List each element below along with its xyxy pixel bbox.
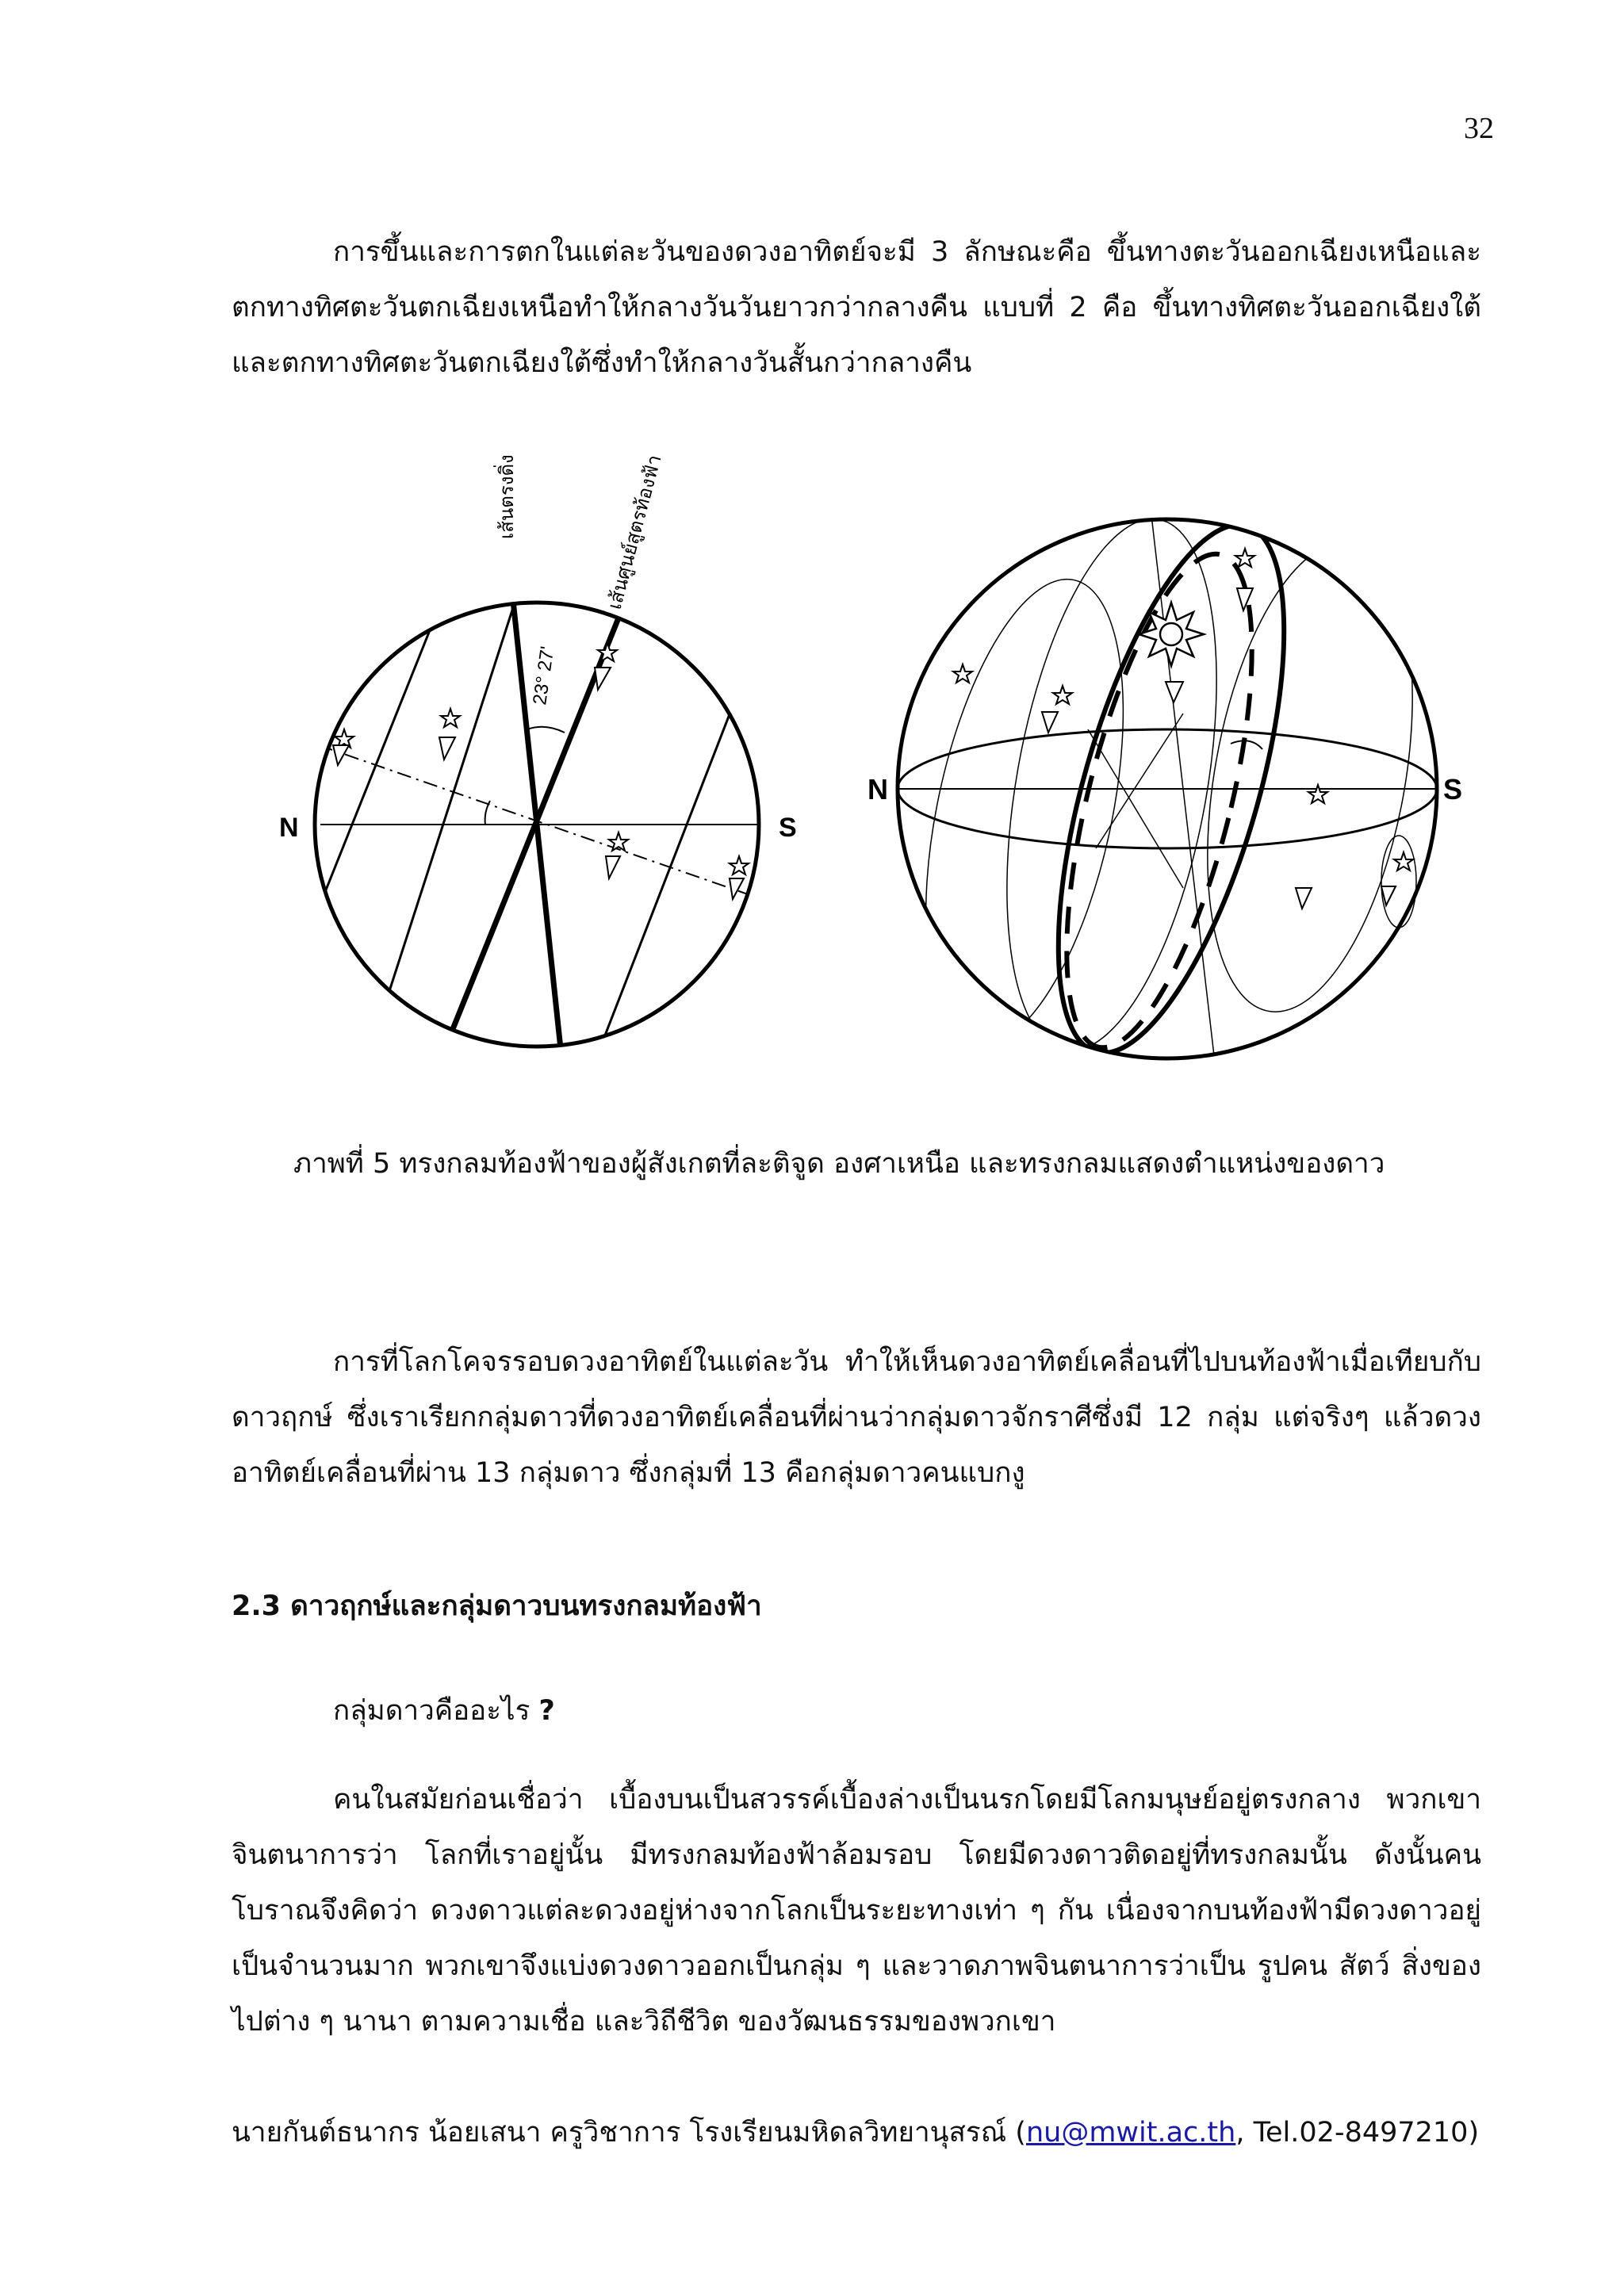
angle-label: 23° 27' [529,645,559,706]
arrow-down-icon [730,878,744,899]
left-diurnal-path-2 [366,571,525,1062]
footer-tel: , Tel.02-8497210) [1235,2117,1480,2149]
celestial-sphere-figure [232,412,1516,1070]
right-small-circle [1381,836,1416,928]
right-thin-circle-2 [971,503,1252,1066]
right-star-markers [953,549,1413,871]
page-number: 32 [1464,112,1494,145]
left-label-s: S [779,813,797,843]
star-icon [730,856,749,874]
right-inner-line-2 [1096,714,1183,848]
question-mark: ? [538,1695,555,1727]
star-icon [1235,549,1254,567]
vertical-line-label: เส้นตรงดิ่ง [496,454,518,539]
celestial-equator-label: เส้นศูนย์สูตรท้องฟ้า [603,452,666,612]
right-label-s: S [1443,773,1463,806]
arrow-down-icon [606,856,620,878]
arrow-down-icon [1296,888,1312,909]
footer [232,2110,1479,2154]
star-icon [953,664,972,683]
star-icon [441,709,460,727]
left-angle-arc-top [527,727,565,733]
paragraph-constellation: คนในสมัยก่อนเชื่อว่า เบื้องบนเป็นสวรรค์เบื้องล่างเป็นนรกโดยมีโลกมนุษย์อยู่ตรงกลาง พวกเขาจินตนาการว่า โลกที่เราอยู่นั้น มีทรงกลมท้องฟ้าล้อมรอบ โดยมีดวงดาวติดอยู่ที่ทรงกลมนั้น ดังนั้นคนโบราณจึงคิดว่า ดวงดาวแต่ละดวงอยู่ห่างจากโลกเป็นระยะทางเท่า ๆ กัน เนื่องจากบนท้องฟ้ามีดวงดาวอยู่เป็นจำนวนมาก พวกเขาจึงแบ่งดวงดาวออกเป็นกลุ่ม ๆ และวาดภาพจินตนาการว่าเป็น รูปคน สัตว์ สิ่งของ ไปต่าง ๆ นานา ตามความเชื่อ และวิถีชีวิต ของวัฒนธรรมของพวกเขา [232,1784,1481,2038]
right-thin-circle-3 [1175,526,1446,1028]
footer-author: นายกันต์ธนากร น้อยเสนา ครูวิชาการ โรงเรียนมหิดลวิทยานุสรณ์ ( [232,2117,1026,2149]
arrow-down-icon [439,737,455,760]
right-label-n: N [868,773,888,806]
star-icon [609,832,628,851]
right-sun-marker [1139,603,1204,666]
paragraph-zodiac: การที่โลกโคจรรอบดวงอาทิตย์ในแต่ละวัน ทำให้เห็นดวงอาทิตย์เคลื่อนที่ไปบนท้องฟ้าเมื่อเทียบกับดาวฤกษ์ ซึ่งเราเรียกกลุ่มดาวที่ดวงอาทิตย์เคลื่อนที่ผ่านว่ากลุ่มดาวจักราศีซึ่งมี 12 กลุ่ม แต่จริงๆ แล้วดวงอาทิตย์เคลื่อนที่ผ่าน 13 กลุ่มดาว ซึ่งกลุ่มที่ 13 คือกลุ่มดาวคนแบกงู [232,1346,1481,1489]
paragraph-sun-rise-set: การขึ้นและการตกในแต่ละวันของดวงอาทิตย์จะมี 3 ลักษณะคือ ขึ้นทางตะวันออกเฉียงเหนือและตกทางทิศตะวันตกเฉียงเหนือทำให้กลางวันวันยาวกว่ากลางคืน แบบที่ 2 คือ ขึ้นทางทิศตะวันออกเฉียงใต้และตกทางทิศตะวันตกเฉียงใต้ซึ่งทำให้กลางวันสั้นกว่ากลางคืน [232,236,1481,379]
left-label-n: N [279,813,299,843]
arrow-down-icon [1166,682,1183,702]
figure-caption: ภาพที่ 5 ทรงกลมท้องฟ้าของผู้สังเกตที่ละติจูด องศาเหนือ และทรงกลมแสดงตำแหน่งของดาว [293,1148,1385,1180]
section-heading: 2.3 ดาวฤกษ์และกลุ่มดาวบนทรงกลมท้องฟ้า [232,1590,762,1622]
arrow-down-icon [595,668,611,690]
star-icon [1308,785,1327,803]
footer-email-link[interactable]: nu@mwit.ac.th [1025,2117,1236,2149]
star-icon [1394,852,1413,871]
arrow-down-icon [1042,712,1058,733]
left-celestial-sphere [279,453,797,1070]
star-icon [1053,686,1072,704]
question-line [333,1689,555,1732]
left-diurnal-path-3 [588,690,739,1070]
question-text: กลุ่มดาวคืออะไร [333,1695,530,1727]
right-angle-arc [1231,740,1262,749]
right-celestial-sphere [868,502,1462,1070]
